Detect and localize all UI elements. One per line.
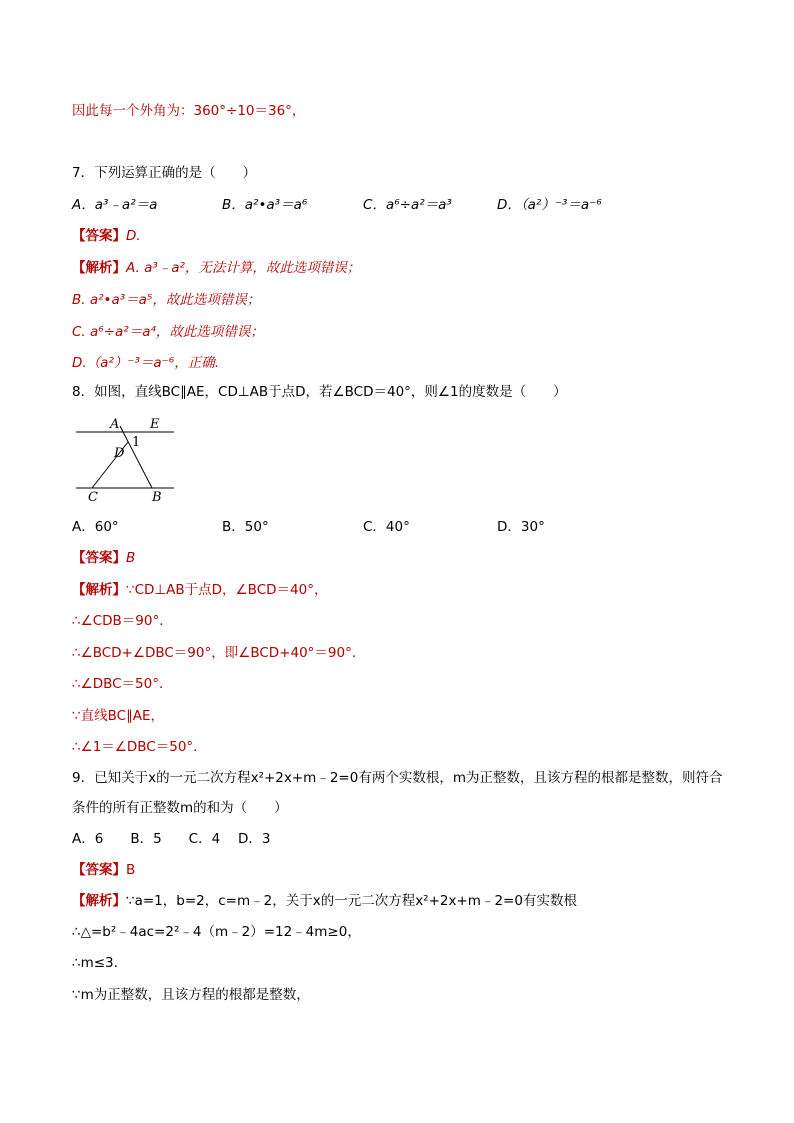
previous-solution-line: 因此每一个外角为：360°÷10＝36°， bbox=[72, 103, 306, 119]
q8-option-d: D．30° bbox=[497, 519, 545, 535]
q8-answer-row bbox=[72, 548, 135, 568]
q7-option-a: A．a³﹣a²＝a bbox=[72, 197, 158, 213]
answer-tag: 【答案】 bbox=[72, 228, 126, 244]
q7-analysis-line: C. a⁶÷a²＝a⁴，故此选项错误； bbox=[72, 324, 264, 340]
q8-analysis-line: ∴∠DBC＝50°． bbox=[72, 676, 173, 692]
label-c: C bbox=[88, 490, 98, 504]
q9-options: A．6 B．5 C．4 D．3 bbox=[72, 831, 271, 847]
q8-stem: 8．如图，直线BC∥AE，CD⊥AB于点D，若∠BCD＝40°，则∠1的度数是（ ） bbox=[72, 384, 567, 400]
q9-stem-line-2: 条件的所有正整数m的和为（ ） bbox=[72, 800, 288, 816]
q8-geometry-figure bbox=[72, 414, 182, 504]
q7-answer: D. bbox=[126, 228, 141, 244]
label-e: E bbox=[150, 417, 160, 432]
label-angle-1: 1 bbox=[132, 435, 141, 450]
answer-tag: 【答案】 bbox=[72, 862, 126, 878]
q8-analysis-line: ∴∠1＝∠DBC＝50°． bbox=[72, 739, 207, 755]
q9-analysis-line: ∴△=b²﹣4ac=2²﹣4（m﹣2）=12﹣4m≥0， bbox=[72, 924, 361, 940]
q7-analysis-line: B. a²•a³＝a⁵，故此选项错误； bbox=[72, 292, 261, 308]
q8-analysis-line: ∴∠BCD+∠DBC＝90°，即∠BCD+40°＝90°． bbox=[72, 645, 366, 661]
label-b: B bbox=[152, 490, 162, 504]
q8-option-a: A．60° bbox=[72, 519, 119, 535]
q9-analysis-line: ∵a=1，b=2，c=m﹣2，关于x的一元二次方程x²+2x+m﹣2=0有实数根 bbox=[126, 893, 577, 909]
analysis-tag: 【解析】 bbox=[72, 893, 126, 909]
q8-option-b: B．50° bbox=[222, 519, 269, 535]
q7-analysis-line: D.（a²）⁻³＝a⁻⁶，正确. bbox=[72, 355, 220, 371]
q7-answer-row bbox=[72, 226, 141, 246]
analysis-tag: 【解析】 bbox=[72, 582, 126, 598]
q8-analysis-line: ∵CD⊥AB于点D，∠BCD＝40°， bbox=[126, 582, 328, 598]
q9-answer: B bbox=[126, 862, 136, 878]
q9-analysis-row-1 bbox=[72, 891, 577, 911]
label-d: D bbox=[114, 446, 125, 461]
q8-option-c: C．40° bbox=[363, 519, 410, 535]
q9-analysis-line: ∴m≤3. bbox=[72, 955, 118, 971]
q7-analysis-row-1 bbox=[72, 258, 360, 278]
q8-analysis-row-1 bbox=[72, 580, 327, 600]
q7-stem: 7．下列运算正确的是（ ） bbox=[72, 165, 257, 181]
q9-analysis-line: ∵m为正整数，且该方程的根都是整数， bbox=[72, 987, 310, 1003]
answer-tag: 【答案】 bbox=[72, 550, 126, 566]
q7-analysis-line: A. a³﹣a²，无法计算，故此选项错误； bbox=[126, 260, 361, 276]
q8-analysis-line: ∴∠CDB＝90°． bbox=[72, 613, 173, 629]
analysis-tag: 【解析】 bbox=[72, 260, 126, 276]
q9-stem-line-1: 9．已知关于x的一元二次方程x²+2x+m﹣2=0有两个实数根，m为正整数，且该方程的根都是整数，则符合 bbox=[72, 770, 723, 786]
q8-answer: B bbox=[126, 550, 136, 566]
label-a: A bbox=[110, 417, 120, 432]
q9-answer-row bbox=[72, 860, 135, 880]
q7-option-b: B．a²•a³＝a⁶ bbox=[222, 197, 308, 213]
q7-option-c: C．a⁶÷a²＝a³ bbox=[363, 197, 452, 213]
q8-analysis-line: ∵直线BC∥AE， bbox=[72, 708, 165, 724]
q7-option-d: D．（a²）⁻³＝a⁻⁶ bbox=[497, 197, 602, 213]
